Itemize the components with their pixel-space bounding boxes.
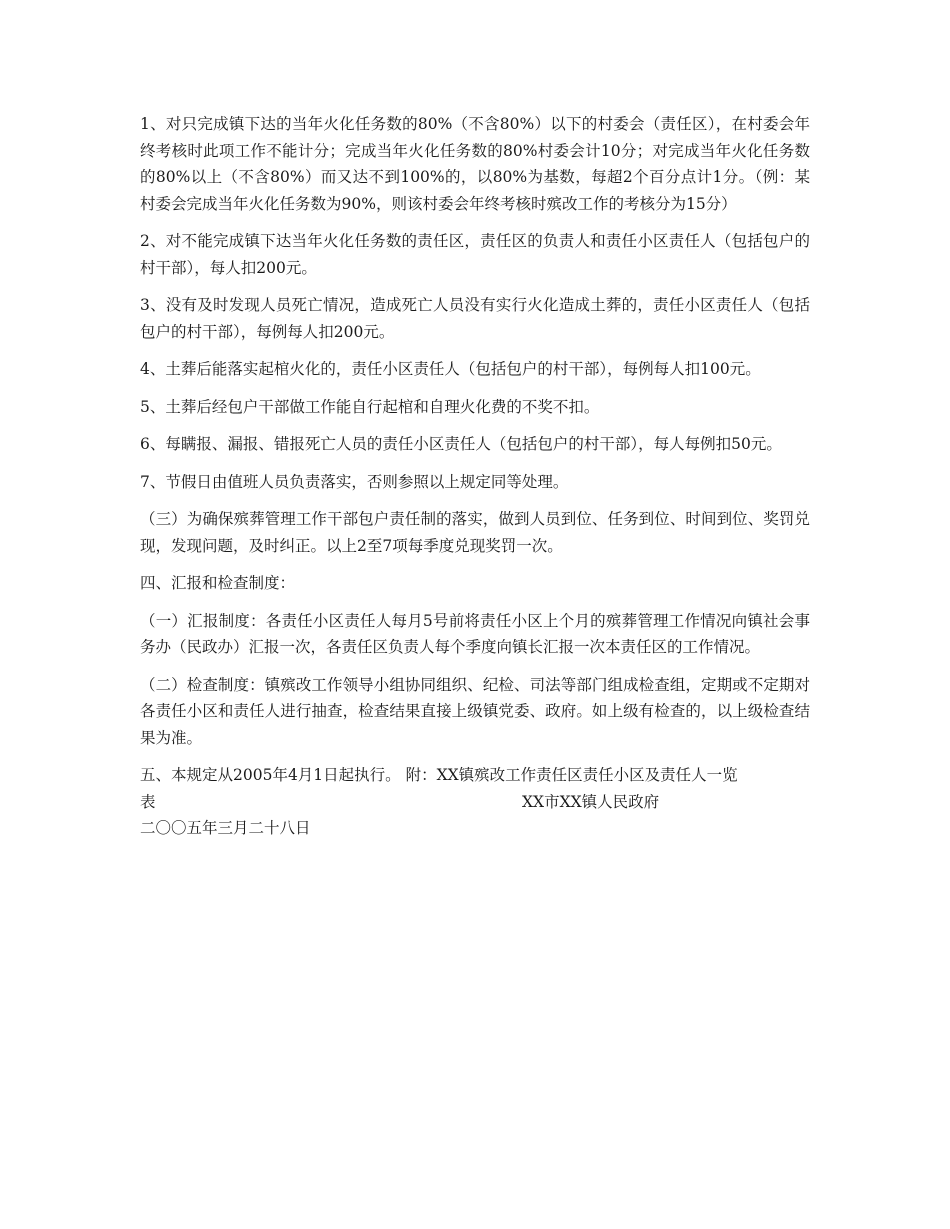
paragraph-rule-2: 2、对不能完成镇下达当年火化任务数的责任区，责任区的负责人和责任小区责任人（包括包户的村干部），每人扣200元。	[140, 232, 810, 277]
paragraph-reporting-system: （一）汇报制度：各责任小区责任人每月5号前将责任小区上个月的殡葬管理工作情况向镇社会事务办（民政办）汇报一次，各责任区负责人每个季度向镇长汇报一次本责任区的工作情况。	[140, 611, 810, 656]
document-date: 二〇〇五年三月二十八日	[140, 819, 311, 837]
paragraph-rule-3: 3、没有及时发现人员死亡情况，造成死亡人员没有实行火化造成土葬的，责任小区责任人（包括包户的村干部），每例每人扣200元。	[140, 296, 810, 341]
paragraph-inspection-system: （二）检查制度：镇殡改工作领导小组协同组织、纪检、司法等部门组成检查组，定期或不定期对各责任小区和责任人进行抽查，检查结果直接上级镇党委、政府。如上级有检查的，以上级检查结果为准。	[140, 675, 810, 747]
paragraph-section-3: （三）为确保殡葬管理工作干部包户责任制的落实，做到人员到位、任务到位、时间到位、奖罚兑现，发现问题，及时纠正。以上2至7项每季度兑现奖罚一次。	[140, 510, 810, 555]
paragraph-effective-date: 五、本规定从2005年4月1日起执行。 附：XX镇殡改工作责任区责任小区及责任人一览	[140, 766, 738, 784]
paragraph-rule-7: 7、节假日由值班人员负责落实，否则参照以上规定同等处理。	[140, 472, 569, 491]
paragraph-rule-4: 4、土葬后能落实起棺火化的，责任小区责任人（包括包户的村干部），每例每人扣100元。	[140, 360, 761, 378]
signature-issuer: XX市XX镇人民政府	[522, 792, 660, 811]
paragraph-rule-1: 1、对只完成镇下达的当年火化任务数的80%（不含80%）以下的村委会（责任区），在村委会年终考核时此项工作不能计分；完成当年火化任务数的80%村委会计10分；对完成当年火化任务数的80%以上（不含80%）而又达不到100%的，以80%为基数，每超2个百分点计1分。（例：某村委会完成当年火化任务数为90%，则该村委会年终考核时殡改工作的考核分为15分）	[140, 115, 810, 213]
paragraph-rule-6: 6、每瞒报、漏报、错报死亡人员的责任小区责任人（包括包户的村干部），每人每例扣50元。	[140, 435, 782, 453]
paragraph-effective-date-tail: 表	[140, 792, 156, 811]
heading-section-4: 四、汇报和检查制度：	[140, 574, 296, 592]
paragraph-rule-5: 5、土葬后经包户干部做工作能自行起棺和自理火化费的不奖不扣。	[140, 397, 600, 416]
document-body	[140, 111, 810, 842]
tail-line	[140, 789, 810, 816]
